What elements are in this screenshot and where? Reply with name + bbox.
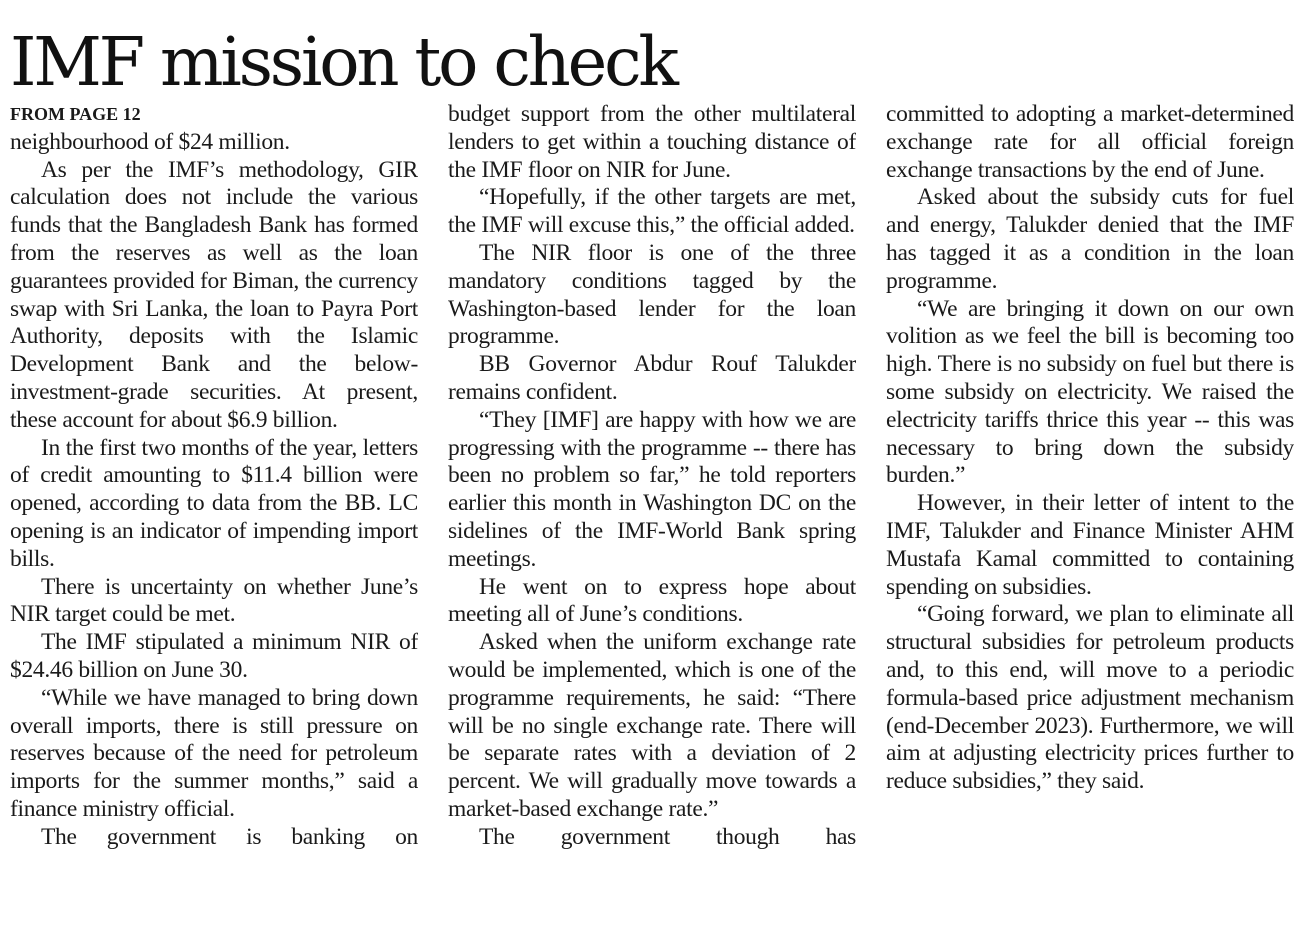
paragraph: The NIR floor is one of the three mandatory conditions tagged by the Washington-based lender for the loan programme. [448, 239, 856, 350]
paragraph: The government though has [479, 823, 856, 850]
paragraph: committed to adopting a market-determined exchange rate for all official foreign exchange transactions by the end of June. [886, 101, 1294, 183]
paragraph: “While we have managed to bring down overall imports, there is still pressure on reserves because of the need for petroleum imports for the summer months,” said a finance ministry official. [10, 684, 418, 822]
paragraph: The government is banking on [41, 823, 418, 850]
article-column-1 [10, 101, 418, 941]
paragraph: neighbourhood of $24 million. [10, 128, 290, 155]
paragraph: He went on to express hope about meeting all of June’s conditions. [448, 573, 856, 628]
kicker-from-page: FROM PAGE 12 [10, 104, 141, 124]
article-column-2 [448, 101, 856, 941]
paragraph: “Going forward, we plan to eliminate all structural subsidies for petroleum products and, to this end, will move to a periodic formula-based price adjustment mechanism (end-December 2023). Furthermore, we will aim at adjusting electricity prices further to reduce subsidies,” they said. [886, 601, 1294, 795]
paragraph: BB Governor Abdur Rouf Talukder remains confident. [448, 351, 856, 405]
headline: IMF mission to check [10, 23, 676, 101]
article-column-3 [886, 101, 1294, 941]
paragraph: “They [IMF] are happy with how we are progressing with the programme -- there has been no problem so far,” he told reporters earlier this month in Washington DC on the sidelines of the IMF-World Bank spring meetings. [448, 406, 856, 572]
paragraph: However, in their letter of intent to the IMF, Talukder and Finance Minister AHM Mustafa Kamal committed to containing spending on subsidies. [886, 490, 1294, 600]
paragraph: “Hopefully, if the other targets are met, the IMF will excuse this,” the official added. [448, 184, 856, 239]
paragraph: Asked when the uniform exchange rate would be implemented, which is one of the programme requirements, he said: “There will be no single exchange rate. There will be separate rates with a deviation of 2 percent. We will gradually move towards a market-based exchange rate.” [448, 629, 856, 822]
paragraph: “We are bringing it down on our own volition as we feel the bill is becoming too high. There is no subsidy on fuel but there is some subsidy on electricity. We raised the electricity tariffs thrice this year -- this was necessary to bring down the subsidy burden.” [886, 295, 1294, 489]
paragraph: budget support from the other multilateral lenders to get within a touching distance of the IMF floor on NIR for June. [448, 101, 856, 183]
paragraph: There is uncertainty on whether June’s NIR target could be met. [10, 573, 418, 628]
paragraph: Asked about the subsidy cuts for fuel and energy, Talukder denied that the IMF has tagged it as a condition in the loan programme. [886, 184, 1294, 294]
paragraph: The IMF stipulated a minimum NIR of $24.46 billion on June 30. [10, 629, 418, 683]
paragraph: In the first two months of the year, letters of credit amounting to $11.4 billion were opened, according to data from the BB. LC opening is an indicator of impending import bills. [10, 434, 418, 572]
paragraph: As per the IMF’s methodology, GIR calculation does not include the various funds that the Bangladesh Bank has formed from the reserves as well as the loan guarantees provided for Biman, the currency swap with Sri Lanka, the loan to Payra Port Authority, deposits with the Islamic Development Bank and the below-investment-grade securities. At present, these account for about $6.9 billion. [10, 156, 418, 433]
